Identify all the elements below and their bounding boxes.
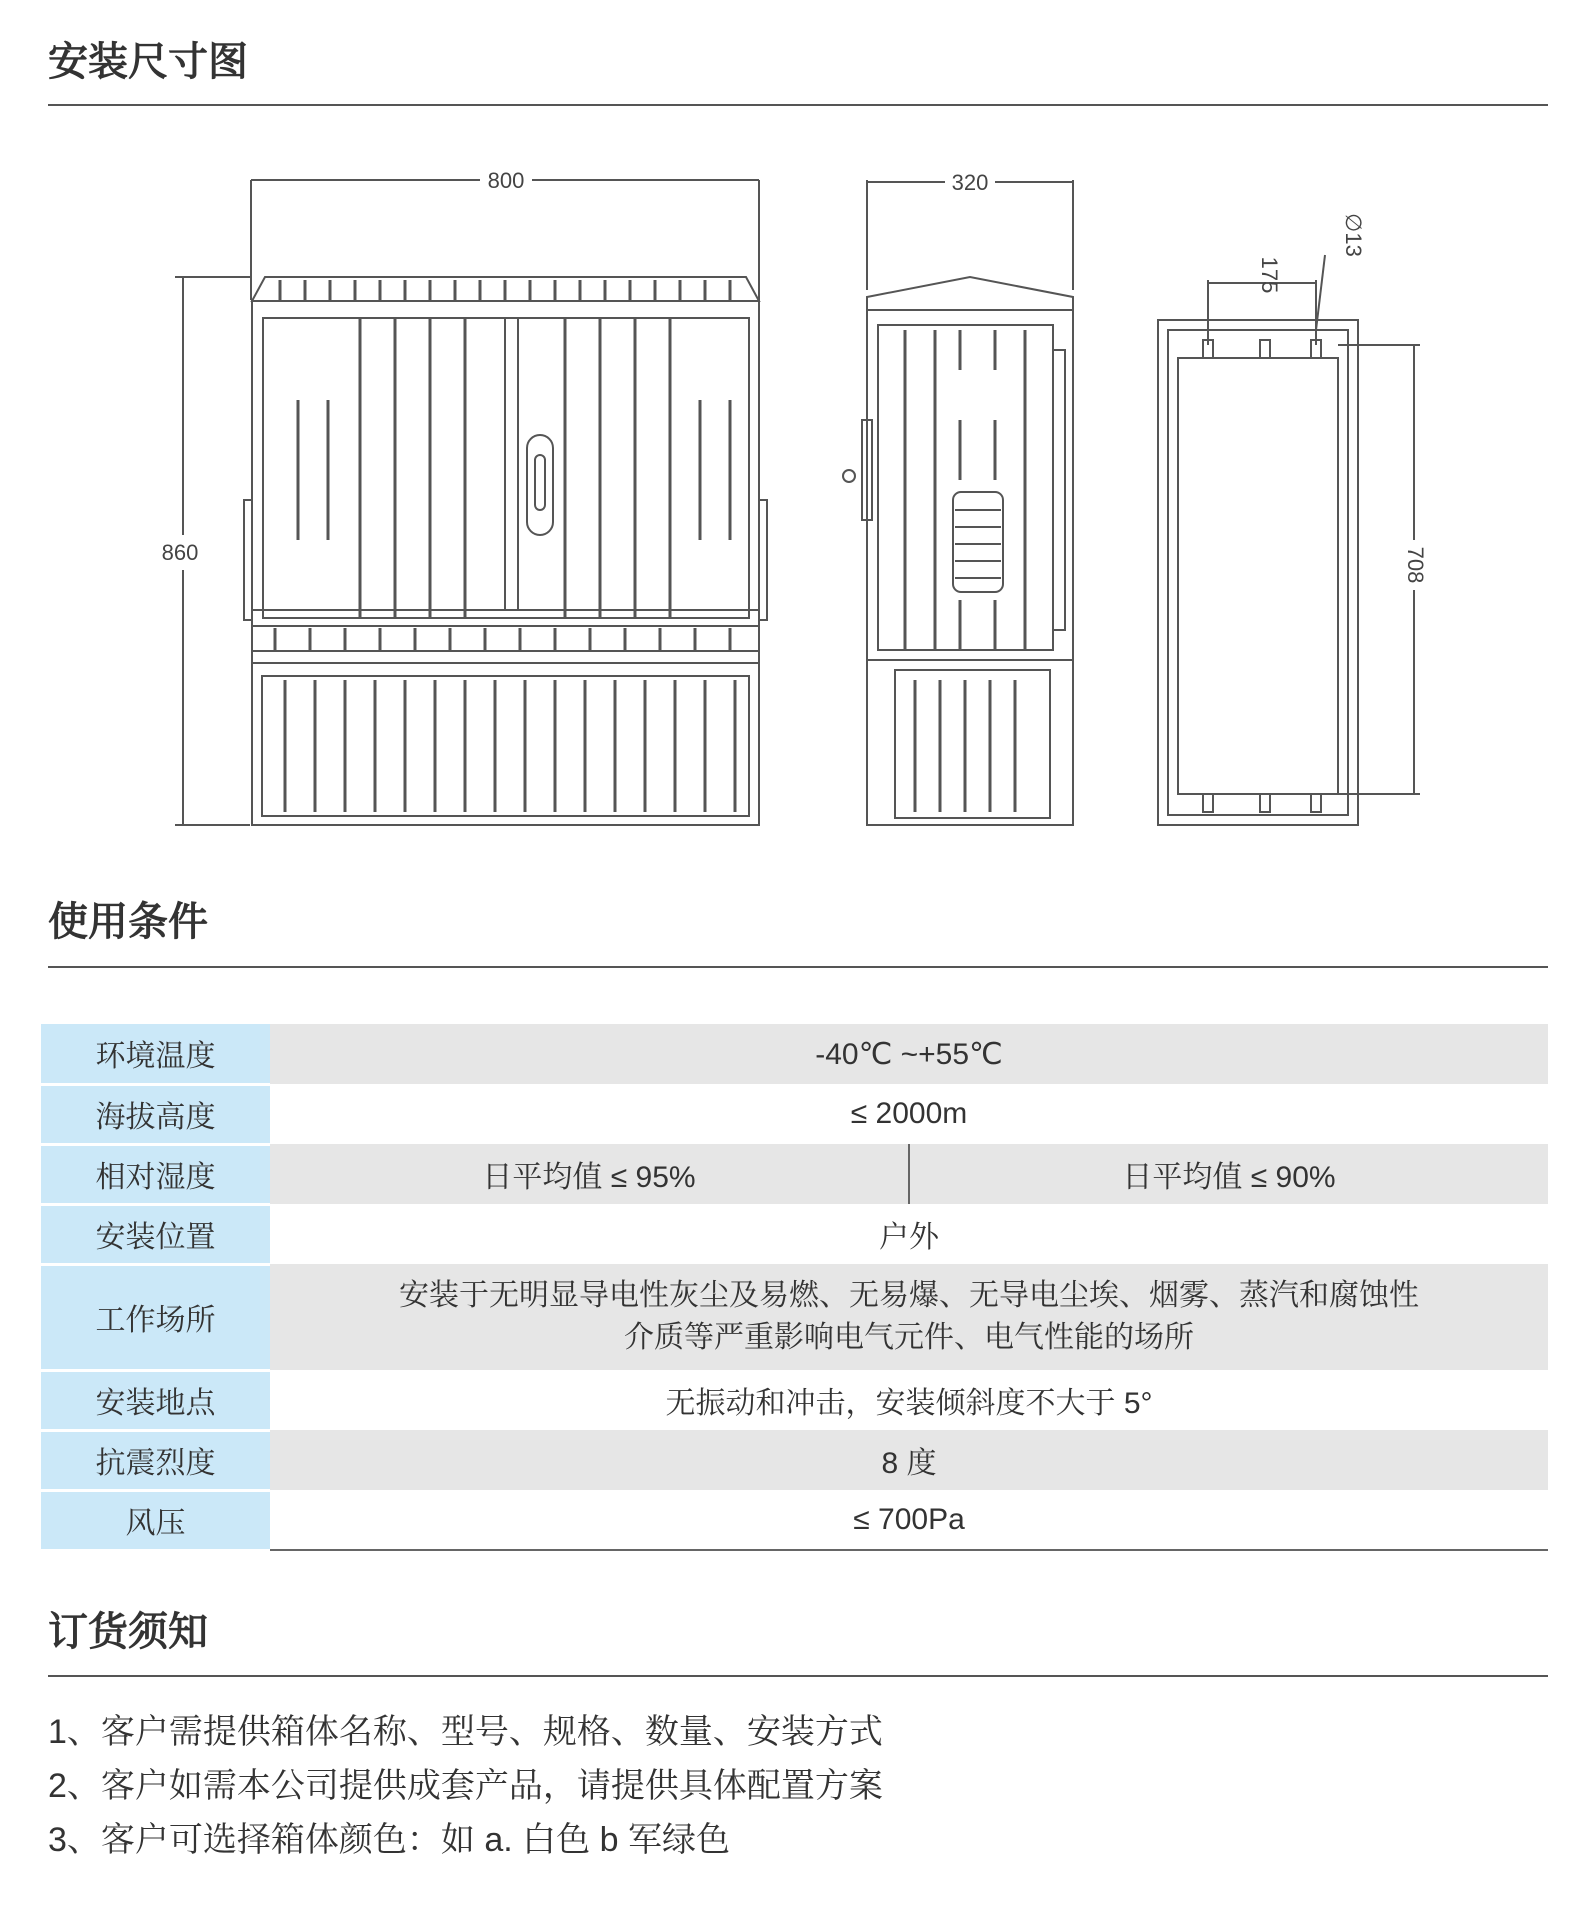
row-value-right: 日平均值 ≤ 90%: [909, 1144, 1548, 1204]
row-value: -40℃ ~+55℃: [270, 1024, 1548, 1084]
row-label: 相对湿度: [41, 1144, 270, 1204]
section-title-ordering: 订货须知: [48, 1610, 208, 1654]
row-label: 安装地点: [41, 1370, 270, 1430]
row-label: 海拔高度: [41, 1084, 270, 1144]
row-value: 户外: [270, 1204, 1548, 1264]
row-label: 风压: [41, 1490, 270, 1550]
row-value: 无振动和冲击，安装倾斜度不大于 5°: [270, 1370, 1548, 1430]
section-title-conditions: 使用条件: [48, 900, 208, 944]
table-row: [41, 1084, 1548, 1144]
table-row: [41, 1490, 1548, 1550]
dimension-width-label: 800: [487, 168, 525, 193]
list-item: 3、客户可选择箱体颜色：如 a. 白色 b 军绿色: [48, 1821, 730, 1859]
row-value-line-1: 安装于无明显导电性灰尘及易燃、无易爆、无导电尘埃、烟雾、蒸汽和腐蚀性: [399, 1279, 1419, 1312]
table-row: [41, 1204, 1548, 1264]
dimension-hole-label: ∅13: [1341, 213, 1366, 257]
ordering-notes-list: [48, 1705, 883, 1867]
row-label: 抗震烈度: [41, 1430, 270, 1490]
row-label: 安装位置: [41, 1204, 270, 1264]
list-item: 2、客户如需本公司提供成套产品，请提供具体配置方案: [48, 1767, 883, 1805]
dimension-mount-height-label: 708: [1403, 546, 1428, 584]
dimension-depth-label: 320: [951, 170, 989, 195]
row-value: ≤ 2000m: [270, 1084, 1548, 1144]
table-row: [41, 1430, 1548, 1490]
row-label: 工作场所: [41, 1264, 270, 1370]
usage-conditions-table: [41, 1024, 1548, 1552]
row-value-left: 日平均值 ≤ 95%: [270, 1144, 909, 1204]
row-value-line-2: 介质等严重影响电气元件、电气性能的场所: [624, 1321, 1194, 1354]
section-title-dimensions: 安装尺寸图: [48, 40, 248, 84]
table-row: [41, 1370, 1548, 1430]
row-value: [270, 1264, 1548, 1370]
dimension-mount-spacing-label: 175: [1257, 256, 1282, 294]
row-label: 环境温度: [41, 1024, 270, 1084]
section-divider: [48, 104, 1548, 106]
row-value: 8 度: [270, 1430, 1548, 1490]
dimension-height-label: 860: [161, 540, 199, 565]
section-divider: [48, 966, 1548, 968]
list-item: 1、客户需提供箱体名称、型号、规格、数量、安装方式: [48, 1713, 883, 1751]
installation-dimension-drawing: [0, 140, 1593, 860]
table-row: [41, 1144, 1548, 1204]
table-row: [41, 1264, 1548, 1370]
table-row: [41, 1024, 1548, 1084]
section-divider: [48, 1675, 1548, 1677]
row-value: ≤ 700Pa: [270, 1490, 1548, 1550]
